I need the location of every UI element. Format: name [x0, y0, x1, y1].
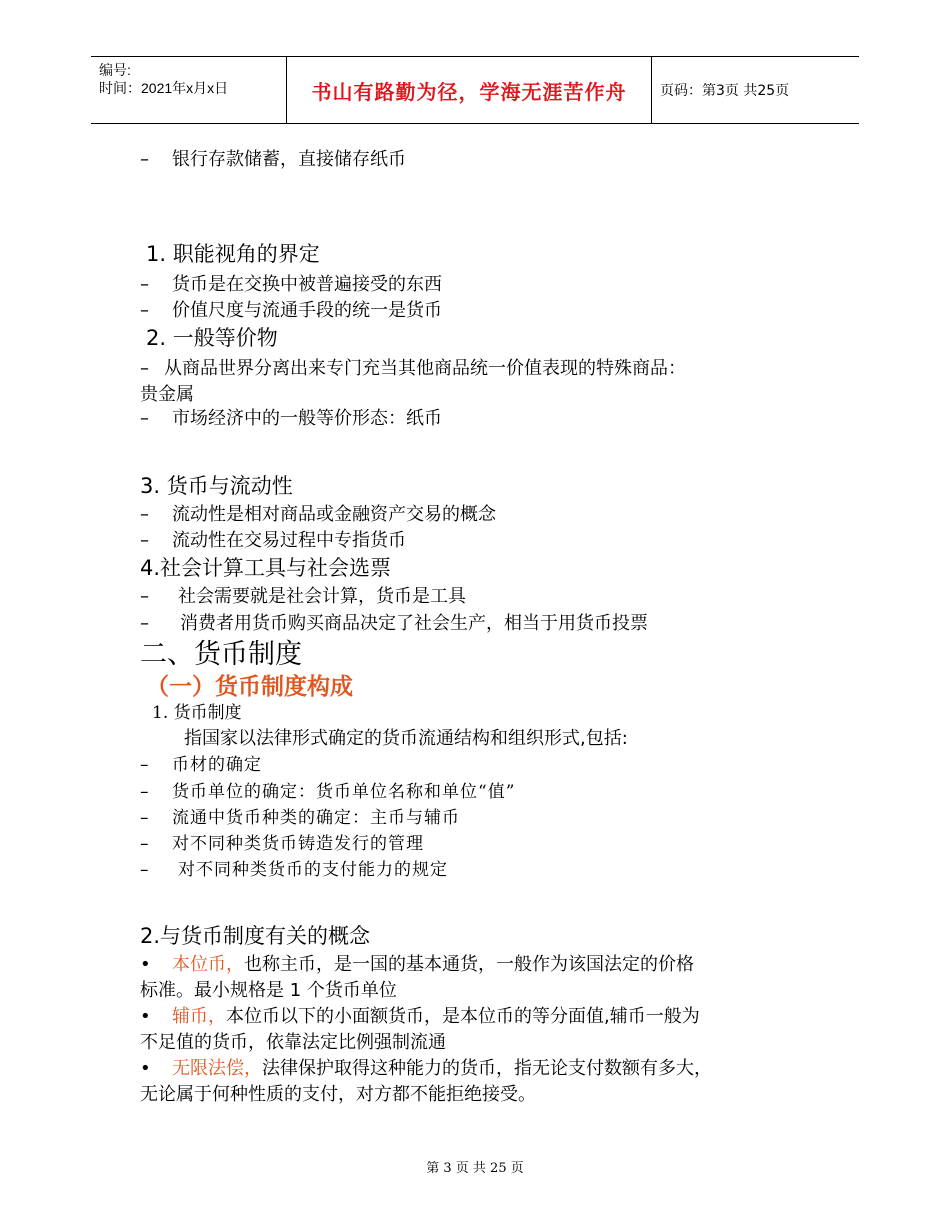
bullet-item	[140, 1002, 700, 1028]
list-item-text: 流动性是相对商品或金融资产交易的概念	[172, 504, 496, 525]
dash-marker: –	[140, 530, 149, 551]
list-item-text: 对不同种类货币的支付能力的规定	[178, 860, 448, 880]
list-item	[140, 855, 448, 880]
dash-marker: –	[140, 808, 150, 828]
list-item-text: 币材的确定	[172, 755, 262, 775]
list-item	[140, 777, 515, 802]
dash-marker: –	[140, 613, 149, 634]
definition-text: 指国家以法律形式确定的货币流通结构和组织形式,包括:	[184, 728, 628, 749]
list-item-text: 流动性在交易过程中专指货币	[172, 530, 406, 551]
list-item	[140, 500, 496, 526]
bullet-item-continued: 无论属于何种性质的支付，对方都不能拒绝接受。	[140, 1084, 536, 1105]
bullet-item	[140, 950, 694, 976]
header-page-info: 页码：第3页 共25页	[660, 83, 790, 99]
bullet-text: 也称主币，是一国的基本通货，一般作为该国法定的价格	[244, 954, 694, 975]
dash-marker: –	[140, 408, 149, 429]
sub-heading: 1. 货币制度	[152, 703, 242, 723]
list-item	[140, 270, 442, 296]
list-item	[140, 750, 262, 775]
list-item-continued: 贵金属	[140, 384, 194, 405]
header-time-label: 时间：2021年x月x日	[99, 80, 229, 96]
list-item	[140, 582, 466, 608]
bullet-text: 本位币以下的小面额货币，是本位币的等分面值,辅币一般为	[226, 1006, 700, 1027]
list-item-text: 流通中货币种类的确定：主币与辅币	[172, 808, 460, 828]
dash-marker: –	[140, 300, 149, 321]
list-item	[140, 829, 424, 854]
list-item-text: 货币是在交换中被普遍接受的东西	[172, 274, 442, 295]
dash-marker: –	[140, 755, 150, 775]
dash-marker: –	[140, 782, 150, 802]
section-heading: 二、货币制度	[140, 639, 302, 670]
page-footer: 第 3 页 共 25 页	[426, 1161, 524, 1176]
term-highlight: 本位币，	[172, 954, 244, 975]
term-highlight: 辅币，	[172, 1006, 226, 1027]
list-item	[140, 526, 406, 552]
heading-1: 1. 职能视角的界定	[146, 242, 320, 266]
dash-marker: –	[140, 149, 149, 170]
list-item-text: 消费者用货币购买商品决定了社会生产，相当于用货币投票	[180, 613, 648, 634]
heading-3: 3. 货币与流动性	[140, 474, 293, 498]
list-item-text: 货币单位的确定：货币单位名称和单位“值”	[172, 782, 516, 802]
dash-marker: –	[140, 860, 150, 880]
list-item-text: 市场经济中的一般等价形态：纸币	[172, 408, 442, 429]
bullet-item-continued: 标准。最小规格是 1 个货币单位	[140, 980, 397, 1001]
dash-marker: –	[140, 834, 150, 854]
list-item	[140, 404, 442, 430]
header-motto: 书山有路勤为径，学海无涯苦作舟	[286, 57, 652, 123]
dash-marker: –	[140, 586, 149, 607]
page-header	[91, 56, 859, 124]
header-number-label: 编号:	[99, 62, 131, 78]
dash-marker: –	[140, 504, 149, 525]
list-item	[140, 145, 406, 171]
subsection-heading: （一）货币制度构成	[146, 674, 353, 700]
list-item	[140, 803, 460, 828]
heading-4: 4.社会计算工具与社会选票	[140, 556, 392, 580]
header-meta	[91, 57, 286, 123]
bullet-text: 法律保护取得这种能力的货币，指无论支付数额有多大，	[262, 1058, 712, 1079]
bullet-marker: •	[140, 1006, 151, 1027]
bullet-marker: •	[140, 1058, 151, 1079]
list-item-text: 对不同种类货币铸造发行的管理	[172, 834, 424, 854]
heading-2: 2. 一般等价物	[146, 326, 278, 350]
list-item-text: 社会需要就是社会计算，货币是工具	[178, 586, 466, 607]
bullet-marker: •	[140, 954, 151, 975]
list-item	[140, 296, 442, 322]
list-item	[140, 354, 686, 380]
dash-marker: –	[140, 274, 149, 295]
bullet-item	[140, 1054, 712, 1080]
term-highlight: 无限法偿，	[172, 1058, 262, 1079]
heading-5: 2.与货币制度有关的概念	[140, 924, 371, 948]
list-item-text: 从商品世界分离出来专门充当其他商品统一价值表现的特殊商品：	[164, 358, 686, 379]
dash-marker: –	[140, 358, 149, 379]
list-item-text: 价值尺度与流通手段的统一是货币	[172, 300, 442, 321]
list-item-text: 银行存款储蓄，直接储存纸币	[172, 149, 406, 170]
bullet-item-continued: 不足值的货币，依靠法定比例强制流通	[140, 1032, 446, 1053]
